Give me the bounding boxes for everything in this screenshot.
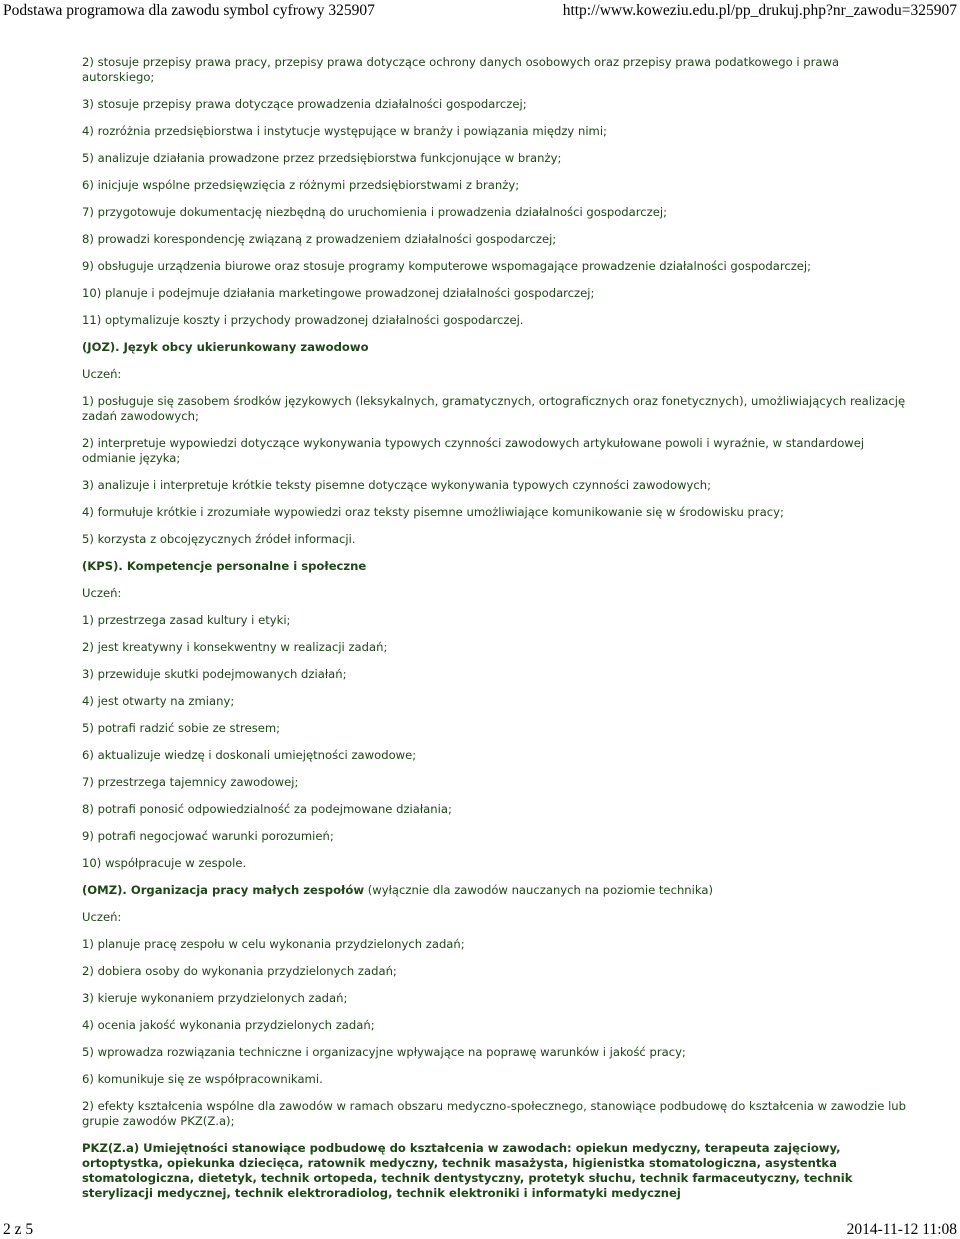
list-item: 9) potrafi negocjować warunki porozumień; — [82, 829, 334, 843]
list-item: 4) ocenia jakość wykonania przydzielonych zadań; — [82, 1018, 375, 1032]
kps-section — [82, 559, 912, 871]
list-item: 8) prowadzi korespondencję związaną z prowadzeniem działalności gospodarczej; — [82, 232, 557, 246]
list-item: 11) optymalizuje koszty i przychody prowadzonej działalności gospodarczej. — [82, 313, 524, 327]
list-item: 1) posługuje się zasobem środków językowych (leksykalnych, gramatycznych, ortograficznych oraz fonetycznych), umożliwiających realizację zadań zawodowych; — [82, 394, 906, 423]
page-number: 2 z 5 — [3, 1221, 34, 1238]
list-item: 7) przestrzega tajemnicy zawodowej; — [82, 775, 299, 789]
list-item: 4) jest otwarty na zmiany; — [82, 694, 235, 708]
header-url: http://www.koweziu.edu.pl/pp_drukuj.php?nr_zawodu=325907 — [562, 2, 957, 19]
list-item: 4) formułuje krótkie i zrozumiałe wypowiedzi oraz teksty pisemne umożliwiające komunikowanie się w środowisku pracy; — [82, 505, 784, 519]
omz-heading-title: (OMZ). Organizacja pracy małych zespołów — [82, 883, 365, 897]
list-item: 2) jest kreatywny i konsekwentny w realizacji zadań; — [82, 640, 388, 654]
omz-section — [82, 883, 912, 1087]
list-item: 6) aktualizuje wiedzę i doskonali umiejętności zawodowe; — [82, 748, 417, 762]
list-item: 1) planuje pracę zespołu w celu wykonania przydzielonych zadań; — [82, 937, 465, 951]
list-item: 6) inicjuje wspólne przedsięwzięcia z różnymi przedsiębiorstwami z branży; — [82, 178, 520, 192]
list-item: 5) wprowadza rozwiązania techniczne i organizacyjne wpływające na poprawę warunków i jakość pracy; — [82, 1045, 686, 1059]
kps-heading: (KPS). Kompetencje personalne i społeczne — [82, 559, 367, 573]
print-timestamp: 2014-11-12 11:08 — [846, 1221, 957, 1238]
joz-section — [82, 340, 912, 547]
pkz-heading: PKZ(Z.a) Umiejętności stanowiące podbudowę do kształcenia w zawodach: opiekun medyczny, terapeuta zajęciowy, ortoptystka, opiekunka dziecięca, ratownik medyczny, technik masażysta, higienistka stomatologiczna, asystentka stomatologiczna, dietetyk, technik ortopeda, technik dentystyczny, protetyk słuchu, technik farmaceutyczny, technik sterylizacji medycznej, technik elektroradiolog, technik elektroniki i informatyki medycznej — [82, 1141, 853, 1200]
header-title: Podstawa programowa dla zawodu symbol cyfrowy 325907 — [3, 2, 375, 19]
efekty-paragraph: 2) efekty kształcenia wspólne dla zawodów w ramach obszaru medyczno-społecznego, stanowiące podbudowę do kształcenia w zawodzie lub grupie zawodów PKZ(Z.a); — [82, 1099, 907, 1128]
list-item: 3) przewiduje skutki podejmowanych działań; — [82, 667, 347, 681]
list-item: 5) korzysta z obcojęzycznych źródeł informacji. — [82, 532, 356, 546]
list-item: 4) rozróżnia przedsiębiorstwa i instytucje występujące w branży i powiązania między nimi; — [82, 124, 607, 138]
list-item: 2) stosuje przepisy prawa pracy, przepisy prawa dotyczące ochrony danych osobowych oraz przepisy prawa podatkowego i prawa autorskiego; — [82, 55, 840, 84]
omz-heading — [82, 883, 912, 898]
list-item: 5) potrafi radzić sobie ze stresem; — [82, 721, 281, 735]
list-item: 3) kieruje wykonaniem przydzielonych zadań; — [82, 991, 348, 1005]
uczen-label: Uczeń: — [82, 367, 122, 381]
list-item: 9) obsługuje urządzenia biurowe oraz stosuje programy komputerowe wspomagające prowadzenie działalności gospodarczej; — [82, 259, 812, 273]
list-item: 8) potrafi ponosić odpowiedzialność za podejmowane działania; — [82, 802, 452, 816]
uczen-label: Uczeń: — [82, 586, 122, 600]
list-item: 6) komunikuje się ze współpracownikami. — [82, 1072, 323, 1086]
list-item: 10) planuje i podejmuje działania marketingowe prowadzonej działalności gospodarczej; — [82, 286, 595, 300]
uczen-label: Uczeń: — [82, 910, 122, 924]
list-item: 5) analizuje działania prowadzone przez przedsiębiorstwa funkcjonujące w branży; — [82, 151, 562, 165]
omz-heading-note: (wyłącznie dla zawodów nauczanych na poziomie technika) — [364, 883, 713, 897]
list-item: 2) dobiera osoby do wykonania przydzielonych zadań; — [82, 964, 397, 978]
list-item: 3) stosuje przepisy prawa dotyczące prowadzenia działalności gospodarczej; — [82, 97, 527, 111]
list-item: 10) współpracuje w zespole. — [82, 856, 247, 870]
list-item: 7) przygotowuje dokumentację niezbędną do uruchomienia i prowadzenia działalności gospodarczej; — [82, 205, 668, 219]
list-item: 1) przestrzega zasad kultury i etyki; — [82, 613, 291, 627]
section1-list — [82, 55, 912, 328]
list-item: 2) interpretuje wypowiedzi dotyczące wykonywania typowych czynności zawodowych artykułowane powoli i wyraźnie, w standardowej odmianie języka; — [82, 436, 865, 465]
joz-heading: (JOZ). Język obcy ukierunkowany zawodowo — [82, 340, 369, 354]
list-item: 3) analizuje i interpretuje krótkie teksty pisemne dotyczące wykonywania typowych czynności zawodowych; — [82, 478, 712, 492]
document-body — [82, 55, 912, 1201]
